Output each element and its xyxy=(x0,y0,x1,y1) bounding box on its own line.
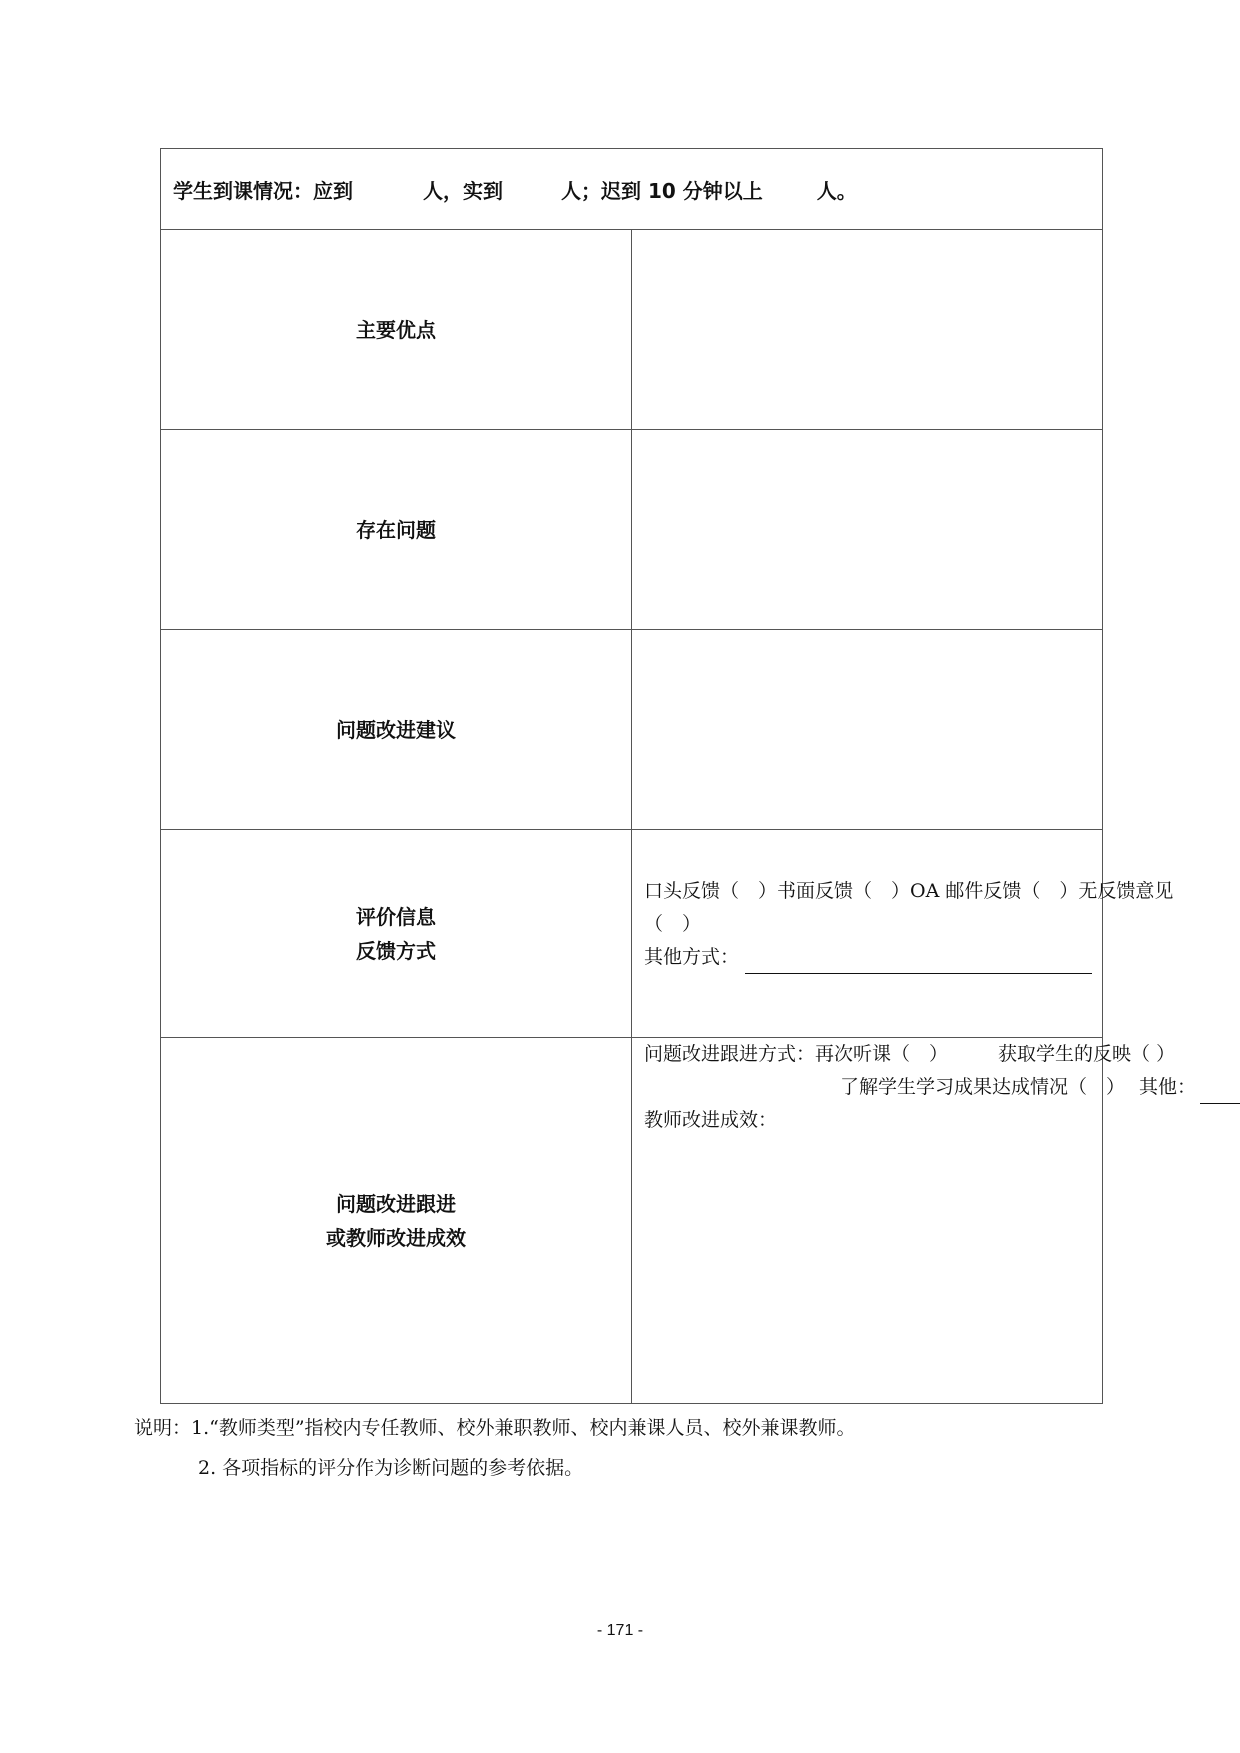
feedback-none-paren[interactable]: （ ） xyxy=(644,913,702,935)
followup-method-label: 问题改进跟进方式： xyxy=(644,1043,816,1065)
note-line-1: 说明：1.“教师类型”指校内专任教师、校外兼职教师、校内兼课人员、校外兼课教师。 xyxy=(134,1417,856,1439)
followup-field xyxy=(632,1038,1197,1404)
followup-relisten-option[interactable]: 再次听课（ ） xyxy=(815,1043,949,1065)
attendance-row xyxy=(161,149,1103,230)
note-line-2: 2. 各项指标的评分作为诊断问题的参考依据。 xyxy=(198,1457,584,1479)
feedback-written-option[interactable]: 书面反馈（ ） xyxy=(777,880,911,902)
attendance-mid2: 人；迟到 10 分钟以上 xyxy=(561,178,763,203)
feedback-other-input-line[interactable] xyxy=(745,949,1092,974)
feedback-label-line2: 反馈方式 xyxy=(356,938,436,963)
followup-label-line2: 或教师改进成效 xyxy=(326,1225,466,1250)
problems-label: 存在问题 xyxy=(161,430,632,630)
strengths-field[interactable] xyxy=(632,230,1103,430)
attendance-prefix: 学生到课情况：应到 xyxy=(173,178,353,203)
notes xyxy=(134,1408,856,1488)
evaluation-form-table xyxy=(160,148,1197,1404)
suggestions-label: 问题改进建议 xyxy=(161,630,632,830)
feedback-options xyxy=(644,875,1174,908)
feedback-label xyxy=(161,830,632,1038)
strengths-label: 主要优点 xyxy=(161,230,632,430)
teacher-improvement-label: 教师改进成效： xyxy=(644,1109,778,1131)
followup-label xyxy=(161,1038,632,1404)
feedback-oa-option[interactable]: OA 邮件反馈（ ） xyxy=(910,880,1079,902)
followup-student-response-option[interactable]: 获取学生的反映（ ） xyxy=(998,1043,1176,1065)
suggestions-field[interactable] xyxy=(632,630,1103,830)
followup-other-input-line[interactable] xyxy=(1200,1081,1240,1104)
followup-outcomes-option[interactable]: 了解学生学习成果达成情况（ ） xyxy=(840,1076,1126,1098)
feedback-other-label: 其他方式： xyxy=(644,946,740,968)
feedback-none-option[interactable]: 无反馈意见 xyxy=(1078,880,1174,902)
attendance-suffix: 人。 xyxy=(816,178,857,203)
problems-field[interactable] xyxy=(632,430,1103,630)
feedback-label-line1: 评价信息 xyxy=(356,904,436,929)
feedback-oral-option[interactable]: 口头反馈（ ） xyxy=(644,880,778,902)
feedback-field xyxy=(632,830,1174,1038)
attendance-mid1: 人，实到 xyxy=(423,178,503,203)
followup-label-line1: 问题改进跟进 xyxy=(336,1191,456,1216)
followup-other-label: 其他： xyxy=(1139,1076,1197,1098)
page-number: - 171 - xyxy=(596,1622,644,1639)
